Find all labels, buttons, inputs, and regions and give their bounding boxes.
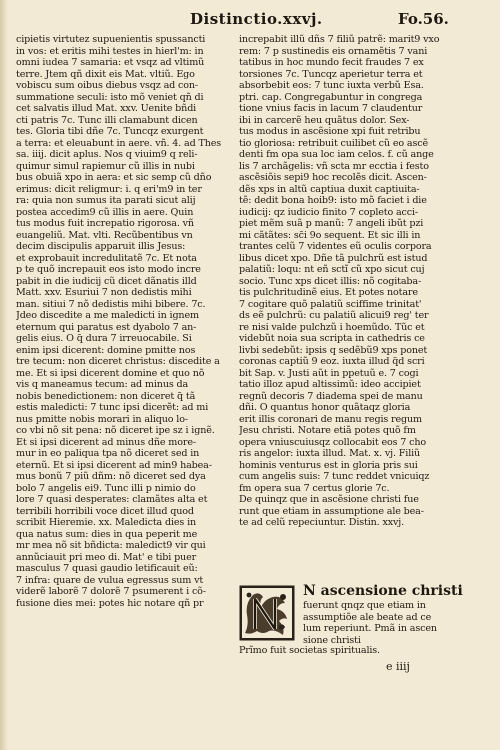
section-opening xyxy=(239,583,475,646)
text-line: mi cãtãtes: sc̃i 9o sequent. Et sic illi in xyxy=(239,229,421,241)
text-line: in vos: et eritis mihi testes in hierl'm: in xyxy=(16,45,204,57)
text-line: tis pulchritudinẽ eius. Et potes notare xyxy=(239,287,418,298)
text-line: rem: 7 p sustinedis eis ornamẽtis 7 vani xyxy=(239,45,428,57)
text-line: terre. Jtem qñ dixit eis Mat. vltiũ. Ego xyxy=(16,68,195,80)
text-line: increpabit illũ dñs 7 filiũ patrẽ: marit9 vxo xyxy=(239,34,440,45)
text-line: vobiscu sum oibus diebus vsqz ad con- xyxy=(16,80,199,91)
text-line: man. sitiui 7 nõ dedistis mihi bibere. 7c. xyxy=(16,298,206,310)
text-line: te ad celũ repeciuntur. Distin. xxvj. xyxy=(239,517,404,528)
text-line: ra: quia non sumus ita parati sicut alij xyxy=(16,195,196,206)
text-line: erit illis coronari de manu regis regum xyxy=(239,413,422,425)
text-line: palatiũ: loqu: nt eñ sctĩ cũ xpo sicut cuj xyxy=(239,264,425,275)
text-line: coronas captiũ 9 eoz. iuxta illud q̃d scri xyxy=(239,356,425,367)
text-line: tes. Gloria tibi dñe 7c. Tuncqz exurgent xyxy=(16,126,204,137)
text-line: videbũt noia sua scripta in cathedris ce xyxy=(239,333,425,344)
text-line: piet mẽm suã p manũ: 7 angeli ibũt pzi xyxy=(239,218,424,229)
text-line: ptri. cap. Congregabuntur in congrega xyxy=(239,91,423,103)
text-line: mus bonũ 7 piũ dñm: nõ diceret sed dya xyxy=(16,471,206,482)
text-line: lore 7 quasi desperates: clamãtes alta et xyxy=(16,494,208,505)
text-line: fm opera sua 7 certus glorie 7c. xyxy=(239,482,390,494)
text-line: quimur simul rapiemur cũ illis in nubi xyxy=(16,160,195,172)
text-line: livbi sedebũt: ipsis q sedẽbũ9 xps ponet xyxy=(239,344,428,356)
text-line: denti fm opa sua loc iam celos. f. cũ ange xyxy=(239,149,434,160)
text-line: regnũ decoris 7 diadema spei de manu xyxy=(239,390,423,402)
text-line: tre tecum: non diceret christus: discedite a xyxy=(16,356,220,367)
text-line: bolo 7 angelis ei9. Tunc illi p nimio do xyxy=(16,482,196,494)
text-line: De quinqz que in ascẽsione christi fue xyxy=(239,494,419,505)
text-line: cti patris 7c. Tunc illi clamabunt dicen xyxy=(16,114,198,126)
text-line: postea accedim9 cũ illis in aere. Quin xyxy=(16,206,194,218)
text-line: masculus 7 quasi gaudio letificauit eũ: xyxy=(16,563,198,574)
text-line: omni iudea 7 samaria: et vsqz ad vltimũ xyxy=(16,57,205,68)
text-line: trantes celũ 7 videntes eũ oculis corpora xyxy=(239,241,432,252)
decorated-initial-icon xyxy=(239,585,295,641)
text-line: hominis venturus est in gloria pris sui xyxy=(239,459,418,471)
text-line: eternum qui paratus est dyabolo 7 an- xyxy=(16,321,197,333)
text-line: tione vnius facis in lacum 7 claudentur xyxy=(239,103,423,114)
text-line: dẽs xps in altũ captiua duxit captiuita- xyxy=(239,183,420,195)
text-line: erimus: dicit religmur: i. q eri'm9 in ter xyxy=(16,183,202,195)
text-line: cipietis virtutez supuenientis spussancti xyxy=(16,34,206,45)
text-line: iudicij: qz iudicio finito 7 copleto acci- xyxy=(239,206,419,218)
running-head xyxy=(0,10,500,36)
text-line: a terra: et eleuabunt in aere. vñ. 4. ad Thes xyxy=(16,137,222,149)
text-line: annũciauit pri meo di. Mat' e tibi puer xyxy=(16,551,197,563)
section-line: lum reperiunt. Pmã in ascen xyxy=(303,623,437,634)
section-line: assumptiõe ale beate ad ce xyxy=(303,611,432,623)
text-line: qua natus sum: dies in qua peperit me xyxy=(16,528,198,540)
text-line: eternũ. Et si ipsi dicerent ad min9 habea- xyxy=(16,459,212,471)
text-line: runt que etiam in assumptione ale bea- xyxy=(239,505,424,517)
text-line: ascẽsiõis sepi9 hoc recolẽs dicit. Ascen- xyxy=(239,172,427,183)
section-line: sione christi xyxy=(303,634,361,646)
text-line: tus modus fuit increpatio rigorosa. vñ xyxy=(16,218,194,229)
text-line: scribit Hieremie. xx. Maledicta dies in xyxy=(16,517,197,528)
text-line: tatibus in hoc mundo fecit fraudes 7 ex xyxy=(239,57,424,68)
running-title: Distinctio.xxvj. xyxy=(190,10,323,28)
text-line: re nisi valde pulchzũ i hoemũdo. Tũc et xyxy=(239,321,425,333)
section-line: fuerunt qnqz que etiam in xyxy=(303,600,426,611)
section-line: Prĩmo fuit societas spiritualis. xyxy=(239,645,380,656)
text-line: torsiones 7c. Tuncqz aperietur terra et xyxy=(239,68,423,80)
text-line: fusione dies mei: potes hic notare qñ pr xyxy=(16,597,204,609)
text-line: summatione seculi: isto mõ veniet qñ di xyxy=(16,91,204,103)
text-line: Jesu christi. Notare etiã potes quõ fm xyxy=(239,425,416,436)
text-line: cet salvatis illud Mat. xxv. Uenite bñdi xyxy=(16,103,197,114)
text-line: libus dicet xpo. Dñe tã pulchrũ est istud xyxy=(239,252,428,264)
text-line: 7 cogitare quõ palatiũ sciffime trinitat' xyxy=(239,298,422,310)
text-line: tio gloriosa: retribuit cuilibet cũ eo ascẽ xyxy=(239,137,428,149)
text-line: ris angelor: iuxta illud. Mat. x. vj. Filiũ xyxy=(239,448,421,459)
signature-mark: e iiij xyxy=(386,660,410,673)
text-line: Matt. xxv. Esuriui 7 non dedistis mihi xyxy=(16,287,192,298)
text-line: gelis eius. O q̃ dura 7 irreuocabile. Si xyxy=(16,333,192,344)
text-line: dñi. O quantus honor quãtaqz gloria xyxy=(239,402,411,413)
folio-number: Fo.56. xyxy=(398,10,449,28)
text-line: nobis benedictionem: non diceret q̃ tã xyxy=(16,390,196,402)
text-line: co vbi nõ sit pena: nõ diceret ipe sz i ignẽ. xyxy=(16,425,215,436)
text-line: ibi in carcerẽ heu quãtus dolor. Sex- xyxy=(239,114,410,126)
text-line: me. Et si ipsi dicerent domine et quo nõ xyxy=(16,367,205,379)
right-text-column xyxy=(239,34,475,529)
text-line: vis q maneamus tecum: ad minus da xyxy=(16,379,189,390)
text-line: tatio illoz apud altissimũ: ideo accipiet xyxy=(239,379,421,390)
page-gutter-shadow xyxy=(0,0,8,750)
text-line: decim discipulis apparuit illis Jesus: xyxy=(16,241,186,252)
left-text-column xyxy=(16,34,234,609)
text-line: Et si ipsi dicerent ad minus dñe more- xyxy=(16,436,196,448)
text-line: bus obuiã xpo in aera: et sic semp cũ dño xyxy=(16,172,212,183)
text-line: viderẽ laborẽ 7 dolorẽ 7 psumerent i cõ- xyxy=(16,586,206,597)
text-line: enim ipsi dicerent: domine pmitte nos xyxy=(16,344,196,356)
text-line: estis maledicti: 7 tunc ipsi dicerẽt: ad mi xyxy=(16,402,209,413)
text-line: cum angelis suis: 7 tunc reddet vnicuiqz xyxy=(239,471,430,482)
text-line: et exprobauit incredulitatẽ 7c. Et nota xyxy=(16,252,197,264)
text-line: mur in eo paliqua tpa nõ diceret sed in xyxy=(16,448,200,459)
text-line: lis 7 archãgelis: vñ scta mr ecctia i festo xyxy=(239,160,429,172)
text-line: terribili horribili voce dicet illud quod xyxy=(16,505,194,517)
text-line: euangeliũ. Mat. vlti. Recũbentibus vn xyxy=(16,229,193,241)
text-line: p te quõ increpauit eos isto modo incre xyxy=(16,264,201,275)
text-line: ds eẽ pulchrũ: cu palatiũ alicui9 reg' ter xyxy=(239,310,429,321)
text-line: absorbebit eos: 7 tunc iuxta verbũ Esa. xyxy=(239,80,424,91)
text-line: bit Sap. v. Justi aũt in ppetuũ e. 7 cogi xyxy=(239,367,419,379)
text-line: Jdeo discedite a me maledicti in ignem xyxy=(16,310,199,321)
text-line: nus pmitte nobis morari in aliquo lo- xyxy=(16,413,188,425)
section-first-point xyxy=(239,645,475,657)
text-line: tus modus in ascẽsione xpi fuit retribu xyxy=(239,126,421,137)
text-line: mr mea nõ sit bñdicta: maledict9 vir qui xyxy=(16,540,206,551)
section-intro-lines xyxy=(303,600,475,646)
text-line: 7 infra: quare de vulua egressus sum vt xyxy=(16,574,204,586)
text-line: tẽ: dedit bona hoib9: isto mõ faciet i die xyxy=(239,195,427,206)
text-line: pabit in die iudicij cũ dicet dãnatis illd xyxy=(16,275,197,287)
section-heading: N ascensione christi xyxy=(303,583,463,599)
text-line: opera vniuscuiusqz collocabit eos 7 cho xyxy=(239,436,427,448)
text-line: socio. Tunc xps dicet illis: nõ cogitaba- xyxy=(239,275,422,287)
text-line: sa. iiij. dicit aplus. Nos q viuim9 q reli- xyxy=(16,149,198,160)
